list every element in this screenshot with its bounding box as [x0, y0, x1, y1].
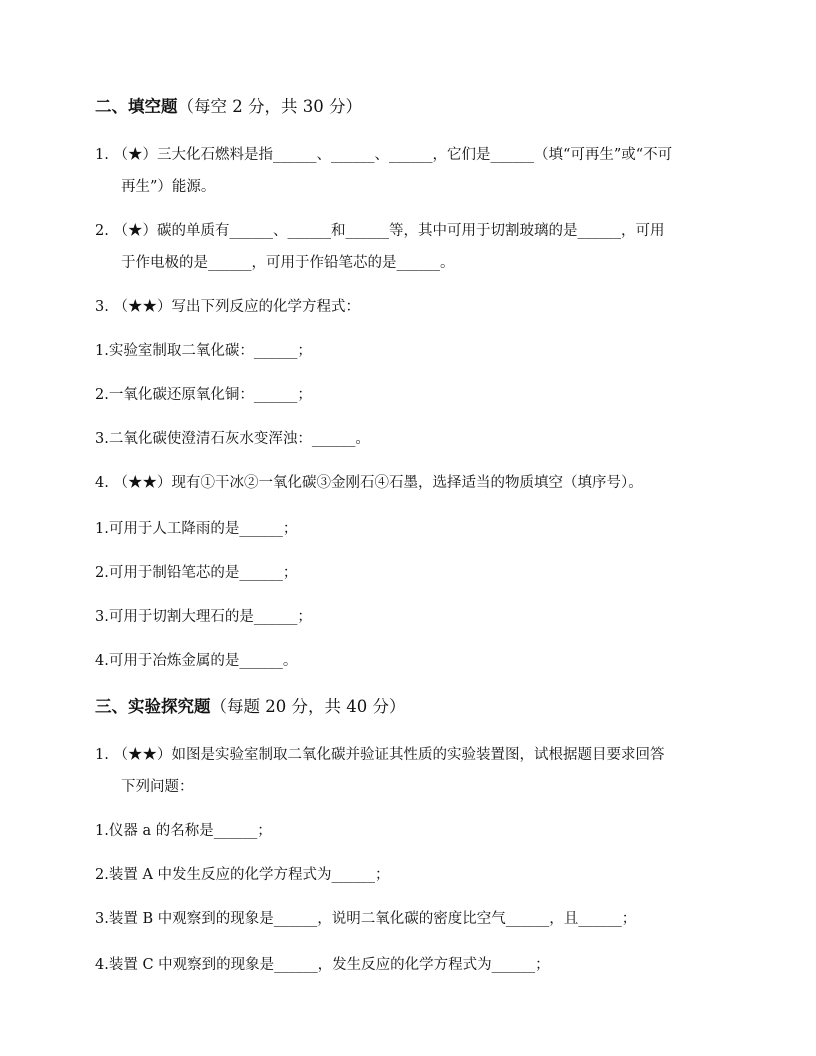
question-2-4-item-2: 2.可用于制铅笔芯的是______； — [95, 565, 298, 581]
question-3-1-line-2: 下列问题： — [121, 779, 194, 795]
question-3-1-item-4: 4.装置 C 中观察到的现象是______，发生反应的化学方程式为______； — [95, 957, 550, 973]
question-2-3-stem: 3. （★★）写出下列反应的化学方程式： — [95, 299, 360, 315]
question-2-4-item-3: 3.可用于切割大理石的是______； — [95, 609, 312, 625]
question-2-2-line-2: 于作电极的是______，可用于作铅笔芯的是______。 — [121, 255, 455, 271]
question-2-3-item-1: 1.实验室制取二氧化碳：______； — [95, 343, 312, 359]
question-2-2-line-1: 2. （★）碳的单质有______、______和______等，其中可用于切割玻璃的是______，可用 — [95, 223, 665, 239]
question-3-1-line-1: 1. （★★）如图是实验室制取二氧化碳并验证其性质的实验装置图，试根据题目要求回答 — [95, 747, 665, 763]
question-2-3-item-2: 2.一氧化碳还原氧化铜：______； — [95, 387, 312, 403]
section-2-heading — [95, 96, 776, 118]
question-3-1-item-1: 1.仪器 a 的名称是______； — [95, 823, 272, 839]
question-2-1-line-1: 1. （★）三大化石燃料是指______、______、______，它们是______（填“可再生”或“不可 — [95, 147, 673, 163]
section-2-title: 二、填空题 — [95, 97, 178, 116]
section-3-heading — [95, 696, 776, 718]
question-2-1-line-2: 再生”）能源。 — [121, 179, 216, 195]
section-2-scoring: （每空 2 分，共 30 分） — [177, 97, 362, 116]
question-2-3-item-3: 3.二氧化碳使澄清石灰水变浑浊：______。 — [95, 431, 370, 447]
question-2-4-item-4: 4.可用于冶炼金属的是______。 — [95, 653, 298, 669]
section-3-title: 三、实验探究题 — [95, 697, 211, 716]
question-3-1-item-3: 3.装置 B 中观察到的现象是______，说明二氧化碳的密度比空气______，且______； — [95, 911, 637, 927]
question-3-1-item-2: 2.装置 A 中发生反应的化学方程式为______； — [95, 867, 390, 883]
section-3-scoring: （每题 20 分，共 40 分） — [210, 697, 406, 716]
question-2-4-item-1: 1.可用于人工降雨的是______； — [95, 521, 298, 537]
question-2-4-stem: 4. （★★）现有①干冰②一氧化碳③金刚石④石墨，选择适当的物质填空（填序号）。 — [95, 475, 643, 491]
